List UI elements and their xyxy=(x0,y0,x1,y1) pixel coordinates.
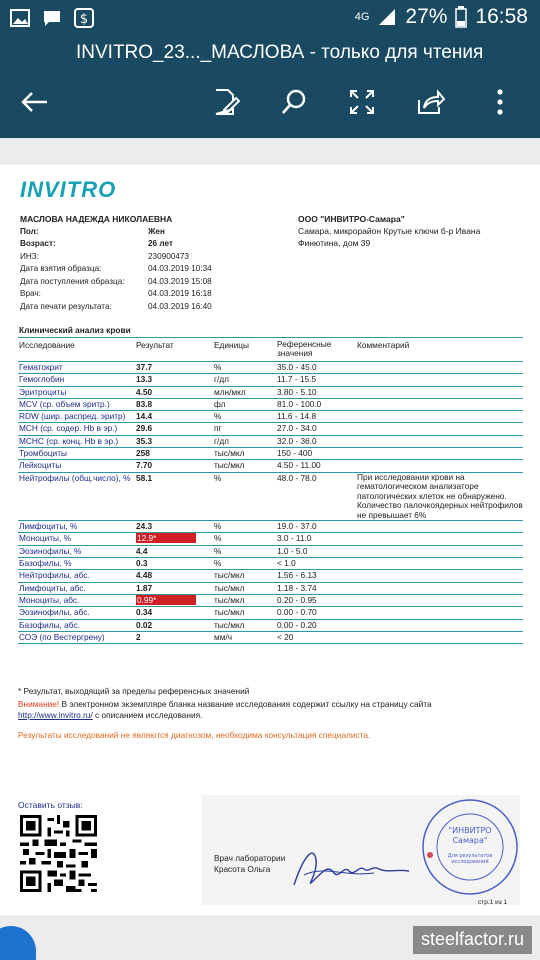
result-comment xyxy=(357,362,523,373)
result-test-name[interactable]: Моноциты, % xyxy=(19,533,71,544)
result-value xyxy=(136,533,214,544)
result-test-name[interactable]: Лейкоциты xyxy=(19,460,62,471)
signature-area xyxy=(202,795,520,905)
edit-document-icon xyxy=(211,87,241,117)
result-reference: 0.00 - 0.20 xyxy=(277,619,317,630)
result-units: тыс/мкл xyxy=(214,619,245,630)
result-comment xyxy=(357,595,523,606)
table-row xyxy=(18,399,523,411)
official-stamp xyxy=(420,797,520,897)
invitro-logo: INVITRO xyxy=(20,177,117,202)
table-row xyxy=(18,546,523,558)
result-test-name[interactable]: RDW (шир. распред. эритр) xyxy=(19,411,126,422)
result-units: пг xyxy=(214,423,222,434)
review-label: Оставить отзыв: xyxy=(18,800,83,810)
result-value: 83.8 xyxy=(136,398,153,409)
header-reference: Референсные значения xyxy=(277,339,332,358)
result-test-name[interactable]: Гемоглобин xyxy=(19,374,65,385)
result-test-name[interactable]: Эозинофилы, абс. xyxy=(19,607,90,618)
result-reference: 3.80 - 5.10 xyxy=(277,386,317,397)
result-test-name[interactable]: Нейтрофилы (общ.число), % xyxy=(19,472,131,483)
result-units: % xyxy=(214,411,222,422)
table-header xyxy=(18,338,523,362)
document-viewer[interactable] xyxy=(0,138,540,960)
result-test-name[interactable]: Моноциты, абс. xyxy=(19,594,80,605)
result-reference: 19.0 - 37.0 xyxy=(277,521,317,532)
org-name: ООО "ИНВИТРО-Самара" xyxy=(298,214,405,224)
result-units: % xyxy=(214,521,222,532)
result-comment xyxy=(357,558,523,569)
result-reference: < 20 xyxy=(277,631,294,642)
patient-field-row xyxy=(20,301,268,314)
network-type: 4G xyxy=(354,11,370,23)
result-comment: При исследовании крови на гематологическом анализаторе патологических клеток не обнаружено. Количество палочкоядерных нейтрофилов не превышает 6% xyxy=(357,471,523,520)
result-comment xyxy=(357,620,523,631)
result-value: 0.02 xyxy=(136,619,153,630)
edit-button[interactable] xyxy=(208,84,244,120)
result-units: тыс/мкл xyxy=(214,607,245,618)
page-number: стр.1 из 1 xyxy=(478,899,508,906)
header-units: Единицы xyxy=(214,340,249,350)
result-reference: 32.0 - 36.0 xyxy=(277,435,317,446)
result-comment xyxy=(357,460,523,471)
table-row xyxy=(18,423,523,435)
stamp-text-1: "ИНВИТРО xyxy=(448,826,492,835)
result-value: 37.7 xyxy=(136,362,153,372)
patient-field-row xyxy=(20,251,268,264)
invitro-site-link[interactable]: http://www.invitro.ru/ xyxy=(18,710,93,720)
battery-percent: 27% xyxy=(405,5,448,28)
patient-field-label: Дата печати результата: xyxy=(20,301,112,311)
result-units: мм/ч xyxy=(214,631,233,642)
patient-field-value: 04.03.2019 16:40 xyxy=(148,301,212,311)
doctor-info xyxy=(214,853,285,875)
result-value: 4.48 xyxy=(136,570,153,581)
result-units: г/дл xyxy=(214,374,230,385)
document-title: INVITRO_23..._МАСЛОВА - только для чтения xyxy=(76,42,484,63)
result-test-name[interactable]: Лимфоциты, % xyxy=(19,521,78,532)
result-value: 35.3 xyxy=(136,435,153,446)
battery-icon xyxy=(455,6,467,28)
patient-name: МАСЛОВА НАДЕЖДА НИКОЛАЕВНА xyxy=(20,214,173,224)
result-test-name[interactable]: MCH (ср. содер. Hb в эр.) xyxy=(19,423,118,434)
table-row xyxy=(18,595,523,607)
fullscreen-icon xyxy=(348,88,376,116)
header-result: Результат xyxy=(136,340,174,350)
result-units: тыс/мкл xyxy=(214,460,245,471)
doctor-title: Врач лаборатории xyxy=(214,853,286,863)
table-row xyxy=(18,521,523,533)
result-reference: 3.0 - 11.0 xyxy=(277,533,312,544)
patient-field-label: Врач: xyxy=(20,289,41,298)
org-address-line1: Самара, микрорайон Крутые ключи б-р Ивана xyxy=(298,226,481,236)
patient-field-label: ИНЗ: xyxy=(20,251,40,261)
table-body xyxy=(18,362,523,644)
result-value: 13.3 xyxy=(136,374,153,385)
patient-field-row xyxy=(20,238,268,251)
warning-text: В электронном экземпляре бланка название исследования содержит ссылку на страницу сайта xyxy=(59,699,432,709)
signal-icon xyxy=(377,7,397,27)
patient-field-value: 04.03.2019 10:34 xyxy=(148,264,212,273)
dollar-app-icon xyxy=(74,8,94,28)
handwritten-signature xyxy=(284,835,424,895)
patient-field-value: Жен xyxy=(148,226,165,236)
organization-info xyxy=(298,213,480,249)
result-comment xyxy=(357,423,523,434)
result-value: 7.70 xyxy=(136,460,153,471)
result-value: 24.3 xyxy=(136,521,153,532)
warning-label: Внимание! xyxy=(18,699,60,709)
result-test-name[interactable]: СОЭ (по Вестергрену) xyxy=(19,631,105,642)
flagged-result: 0.99* xyxy=(136,595,196,605)
patient-info xyxy=(20,213,268,313)
result-units: % xyxy=(214,545,222,556)
patient-field-value: 26 лет xyxy=(148,239,173,248)
share-icon xyxy=(415,88,445,116)
result-comment xyxy=(357,632,523,643)
table-row xyxy=(18,620,523,632)
stamp-text-4: исследований xyxy=(451,859,489,865)
result-units: % xyxy=(214,558,222,569)
result-reference: 48.0 - 78.0 xyxy=(277,472,317,483)
table-row xyxy=(18,473,523,522)
warning xyxy=(18,699,523,721)
result-units: г/дл xyxy=(214,435,230,446)
result-reference: 35.0 - 45.0 xyxy=(277,362,317,372)
table-row xyxy=(18,374,523,386)
patient-field-value: 230900473 xyxy=(148,251,189,261)
header-test: Исследование xyxy=(19,340,75,350)
fullscreen-button[interactable] xyxy=(344,84,380,120)
result-reference: 27.0 - 34.0 xyxy=(277,423,317,434)
arrow-left-icon xyxy=(19,90,49,114)
result-units: млн/мкл xyxy=(214,386,246,397)
document-page xyxy=(0,165,540,915)
result-comment xyxy=(357,570,523,581)
result-reference: 4.50 - 11.00 xyxy=(277,460,321,471)
watermark: steelfactor.ru xyxy=(413,926,532,954)
result-units: тыс/мкл xyxy=(214,582,245,593)
result-reference: 1.56 - 6.13 xyxy=(277,570,317,581)
more-vert-icon xyxy=(496,88,504,116)
result-reference: 11.6 - 14.8 xyxy=(277,411,317,422)
result-reference: 1.0 - 5.0 xyxy=(277,545,308,556)
warning-link-tail: с описанием исследования. xyxy=(92,710,203,720)
patient-fields xyxy=(20,226,268,314)
result-comment xyxy=(357,374,523,385)
result-test-name[interactable]: Нейтрофилы, абс. xyxy=(19,570,90,581)
result-comment xyxy=(357,399,523,410)
result-units: % xyxy=(214,533,222,544)
table-row xyxy=(18,533,523,545)
result-units: % xyxy=(214,472,222,483)
patient-field-label: Дата поступления образца: xyxy=(20,276,125,286)
back-button[interactable] xyxy=(16,84,52,120)
header-comment: Комментарий xyxy=(357,340,410,350)
patient-field-row xyxy=(20,226,268,239)
table-row xyxy=(18,387,523,399)
share-button[interactable] xyxy=(412,84,448,120)
result-value: 0.3 xyxy=(136,558,148,569)
patient-field-value: 04.03.2019 15:08 xyxy=(148,276,212,286)
result-test-name[interactable]: Тромбоциты xyxy=(19,448,67,459)
result-value: 4.4 xyxy=(136,545,148,556)
search-button[interactable] xyxy=(276,84,312,120)
table-row xyxy=(18,607,523,619)
table-row xyxy=(18,558,523,570)
result-reference: 1.18 - 3.74 xyxy=(277,582,317,593)
result-reference: < 1.0 xyxy=(277,558,296,569)
svg-text:$: $ xyxy=(79,12,89,27)
result-value: 258 xyxy=(136,448,150,459)
result-value: 29.6 xyxy=(136,423,153,434)
result-reference: 81.0 - 100.0 xyxy=(277,398,322,409)
doctor-name: Красота Ольга xyxy=(214,864,271,874)
table-row xyxy=(18,362,523,374)
result-units: фл xyxy=(214,398,226,409)
message-icon xyxy=(42,9,62,27)
notes xyxy=(18,686,523,741)
table-row xyxy=(18,632,523,644)
more-options-button[interactable] xyxy=(482,84,518,120)
table-row xyxy=(18,448,523,460)
result-value: 14.4 xyxy=(136,411,153,422)
result-reference: 150 - 400 xyxy=(277,448,313,459)
result-units: тыс/мкл xyxy=(214,448,245,459)
result-comment xyxy=(357,411,523,422)
result-units: % xyxy=(214,362,222,372)
result-comment xyxy=(357,533,523,544)
floating-action-button[interactable] xyxy=(0,926,36,960)
footnote: * Результат, выходящий за пределы референсных значений xyxy=(18,686,250,696)
result-comment xyxy=(357,521,523,532)
result-comment xyxy=(357,546,523,557)
result-test-name[interactable]: MCHC (ср. конц. Hb в эр.) xyxy=(19,435,119,446)
patient-field-value: 04.03.2019 16:18 xyxy=(148,289,212,298)
patient-field-row xyxy=(20,276,268,289)
result-value: 4.50 xyxy=(136,386,153,397)
stamp-text-2: Самара" xyxy=(452,836,488,845)
results-table xyxy=(18,325,523,644)
result-value: 1.87 xyxy=(136,582,153,593)
result-test-name[interactable]: Эритроциты xyxy=(19,386,67,397)
result-value: 58.1 xyxy=(136,472,153,483)
table-row xyxy=(18,570,523,582)
patient-field-label: Дата взятия образца: xyxy=(20,264,102,273)
result-test-name[interactable]: Базофилы, % xyxy=(19,558,72,569)
result-comment xyxy=(357,387,523,398)
result-test-name[interactable]: Базофилы, абс. xyxy=(19,619,80,630)
result-units: тыс/мкл xyxy=(214,594,245,605)
result-test-name[interactable]: Эозинофилы, % xyxy=(19,545,82,556)
patient-field-label: Пол: xyxy=(20,226,39,236)
result-test-name[interactable]: Гематокрит xyxy=(19,362,63,372)
disclaimer: Результаты исследований не являются диагнозом, необходима консультация специалиста. xyxy=(18,730,371,740)
result-units: тыс/мкл xyxy=(214,570,245,581)
table-row xyxy=(18,411,523,423)
result-comment xyxy=(357,436,523,447)
app-bar xyxy=(0,38,540,138)
result-reference: 0.00 - 0.70 xyxy=(277,607,317,618)
result-comment xyxy=(357,448,523,459)
result-comment xyxy=(357,583,523,594)
search-icon xyxy=(280,88,308,116)
table-row xyxy=(18,583,523,595)
image-icon xyxy=(10,9,30,27)
stamp-text-3: Для результатов xyxy=(447,853,493,859)
org-address-line2: Финютина, дом 39 xyxy=(298,238,371,248)
patient-field-row xyxy=(20,288,268,301)
result-test-name[interactable]: MCV (ср. объем эритр.) xyxy=(19,398,110,409)
table-row xyxy=(18,436,523,448)
result-comment xyxy=(357,607,523,618)
result-value: 2 xyxy=(136,631,141,642)
result-value: 0.34 xyxy=(136,607,153,618)
table-title: Клинический анализ крови xyxy=(18,325,523,338)
result-test-name[interactable]: Лимфоциты, абс. xyxy=(19,582,86,593)
result-reference: 11.7 - 15.5 xyxy=(277,374,317,385)
patient-field-label: Возраст: xyxy=(20,239,56,248)
status-bar xyxy=(0,0,540,38)
result-value xyxy=(136,595,214,606)
qr-code[interactable] xyxy=(20,815,97,892)
clock: 16:58 xyxy=(475,5,528,28)
patient-field-row xyxy=(20,263,268,276)
flagged-result: 12.9* xyxy=(136,533,196,543)
result-reference: 0.20 - 0.95 xyxy=(277,594,317,605)
table-row xyxy=(18,460,523,472)
